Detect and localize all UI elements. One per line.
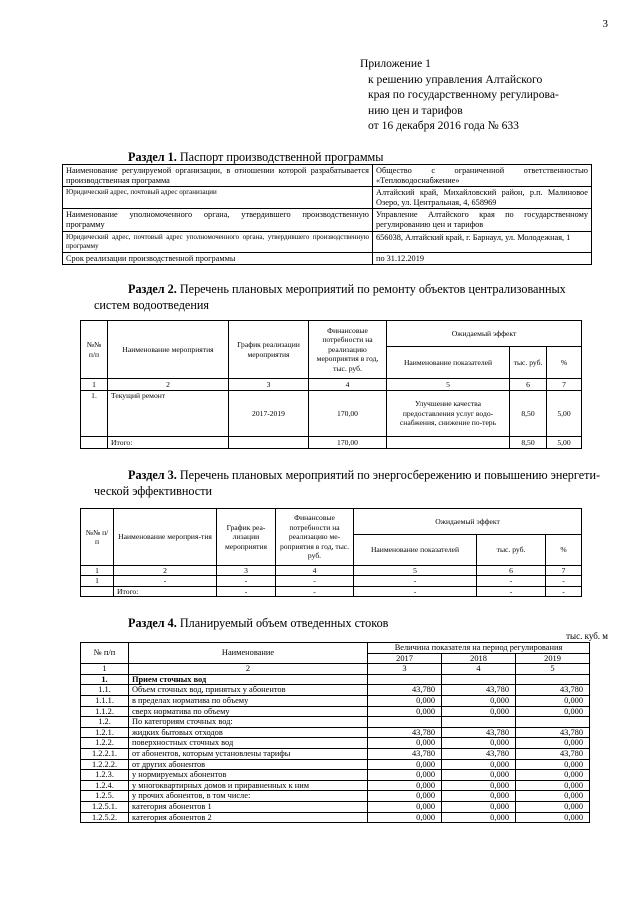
- row-num: 1.2.4.: [81, 780, 129, 791]
- row-value-2019: 0,000: [516, 759, 590, 770]
- row-name: сверх норматива по объему: [129, 706, 368, 717]
- row-value-2017: 0,000: [368, 780, 442, 791]
- col-number: 5: [516, 664, 590, 675]
- section1-title-text: Паспорт производственной программы: [176, 150, 384, 164]
- table-row: [63, 252, 592, 265]
- row-num: 1.2.3.: [81, 770, 129, 781]
- row-value-2017: 0,000: [368, 706, 442, 717]
- appendix-line: от 16 декабря 2016 года № 633: [368, 119, 519, 133]
- row-name: категория абонентов 2: [129, 812, 368, 823]
- header-thousand: тыс. руб.: [477, 535, 546, 566]
- header-num: № п/п: [81, 643, 129, 664]
- row-name: жидких бытовых отходов: [129, 727, 368, 738]
- appendix-line: края по государственному регулирова-: [368, 88, 559, 102]
- section4-title: [128, 616, 388, 631]
- row-value-2017: 0,000: [368, 801, 442, 812]
- section2-title-bold: Раздел 2.: [128, 282, 177, 296]
- row-value-2019: 0,000: [516, 801, 590, 812]
- col-number: 5: [387, 379, 510, 391]
- header-num: №№ п/п: [81, 509, 114, 566]
- col-number: 7: [546, 566, 582, 576]
- col-number: 3: [229, 379, 309, 391]
- section3-title-bold: Раздел 3.: [128, 468, 177, 482]
- col-number: 3: [368, 664, 442, 675]
- row-value-2019: 0,000: [516, 706, 590, 717]
- total-thousand: 8,50: [510, 437, 547, 449]
- passport-label: Юридический адрес, почтовый адрес организации: [63, 187, 373, 209]
- row-name: поверхностных сточных вод: [129, 738, 368, 749]
- row-num: 1.1.1.: [81, 695, 129, 706]
- header-indicator: Наименование показателей: [354, 535, 477, 566]
- row-value-2018: 0,000: [442, 770, 516, 781]
- row-value-2019: 43,780: [516, 727, 590, 738]
- col-number: 7: [547, 379, 582, 391]
- row-name: в пределах норматива по объему: [129, 695, 368, 706]
- row-value-2018: [442, 717, 516, 728]
- row-thousand: 8,50: [510, 391, 547, 437]
- passport-value: Общество с ограниченной ответственностью «Тепловодоснабжение»: [373, 165, 592, 187]
- row-num: 1.: [81, 674, 129, 685]
- passport-label: Юридический адрес, почтовый адрес уполномоченного органа, утвердившего производственную программу: [63, 231, 373, 252]
- row-indicator: -: [354, 576, 477, 586]
- row-value-2017: [368, 717, 442, 728]
- row-value-2019: 0,000: [516, 695, 590, 706]
- row-value-2019: 0,000: [516, 791, 590, 802]
- row-value-2017: 0,000: [368, 791, 442, 802]
- section4-title-bold: Раздел 4.: [128, 616, 177, 630]
- row-name: у нормируемых абонентов: [129, 770, 368, 781]
- table-row: [81, 664, 590, 675]
- page-number: 3: [602, 18, 608, 30]
- row-num: 1.2.: [81, 717, 129, 728]
- row-value-2017: 43,780: [368, 727, 442, 738]
- table-row: [81, 791, 590, 802]
- table-row: [81, 748, 590, 759]
- table-row: [63, 231, 592, 252]
- row-thousand: -: [477, 576, 546, 586]
- row-name: Прием сточных вод: [129, 674, 368, 685]
- header-year: 2019: [516, 653, 590, 664]
- passport-value: Алтайский край, Михайловский район, р.п. Малиновое Озеро, ул. Центральная, 4, 658969: [373, 187, 592, 209]
- header-finance: Финансовые потребности на реализацию мероприятия в год, тыс. руб.: [309, 321, 387, 379]
- row-value-2017: 0,000: [368, 759, 442, 770]
- row-num: 1.2.1.: [81, 727, 129, 738]
- section2-title: [128, 282, 566, 297]
- appendix-line: нию цен и тарифов: [368, 103, 463, 117]
- row-value-2018: 0,000: [442, 812, 516, 823]
- row-indicator: Улучшение качества предоставления услуг водо-снабжения, снижение по-терь: [387, 391, 510, 437]
- table-row: [81, 738, 590, 749]
- table-row: [81, 379, 582, 391]
- row-value-2018: 0,000: [442, 695, 516, 706]
- section3-title: [128, 468, 600, 483]
- table-row: [81, 717, 590, 728]
- col-number: 4: [442, 664, 516, 675]
- header-name: Наименование мероприя-тия: [114, 509, 217, 566]
- col-number: 1: [81, 379, 108, 391]
- col-number: 2: [129, 664, 368, 675]
- total-thousand: -: [477, 586, 546, 596]
- header-year: 2017: [368, 653, 442, 664]
- passport-value: 656038, Алтайский край, г. Барнаул, ул. Молодежная, 1: [373, 231, 592, 252]
- row-value-2018: 0,000: [442, 791, 516, 802]
- header-percent: %: [546, 535, 582, 566]
- row-value-2017: [368, 674, 442, 685]
- header-period: Величина показателя на период регулирования: [368, 643, 590, 654]
- row-percent: 5,00: [547, 391, 582, 437]
- table-row: [81, 695, 590, 706]
- row-name: По категориям сточных вод:: [129, 717, 368, 728]
- total-label: Итого:: [108, 437, 229, 449]
- table-row: [63, 187, 592, 209]
- total-percent: -: [546, 586, 582, 596]
- row-value-2019: 43,780: [516, 748, 590, 759]
- col-number: 1: [81, 664, 129, 675]
- header-year: 2018: [442, 653, 516, 664]
- row-num: 1.2.2.2.: [81, 759, 129, 770]
- col-number: 2: [108, 379, 229, 391]
- header-indicator: Наименование показателей: [387, 347, 510, 379]
- row-value-2019: 0,000: [516, 738, 590, 749]
- row-value-2018: 0,000: [442, 759, 516, 770]
- table-row: [81, 685, 590, 696]
- row-value-2019: 0,000: [516, 780, 590, 791]
- section1-title: [128, 150, 383, 165]
- row-finance: 170,00: [309, 391, 387, 437]
- section4-body: [81, 674, 590, 822]
- section3-table: [80, 508, 582, 597]
- table-row: [81, 812, 590, 823]
- col-number: 4: [276, 566, 354, 576]
- table-row: [63, 165, 592, 187]
- row-schedule: -: [217, 576, 276, 586]
- row-num: 1.2.2.: [81, 738, 129, 749]
- row-name: от других абонентов: [129, 759, 368, 770]
- table-row: [81, 759, 590, 770]
- col-number: 2: [114, 566, 217, 576]
- row-value-2017: 0,000: [368, 695, 442, 706]
- col-number: 6: [477, 566, 546, 576]
- row-num: 1.1.: [81, 685, 129, 696]
- row-value-2017: 0,000: [368, 812, 442, 823]
- total-percent: 5,00: [547, 437, 582, 449]
- header-effect: Ожидаемый эффект: [354, 509, 582, 535]
- table-row: [81, 727, 590, 738]
- row-value-2019: 0,000: [516, 812, 590, 823]
- row-num: 1.2.5.1.: [81, 801, 129, 812]
- header-name: Наименование: [129, 643, 368, 664]
- row-schedule: 2017-2019: [229, 391, 309, 437]
- header-num: №№ п/п: [81, 321, 108, 379]
- row-value-2019: 43,780: [516, 685, 590, 696]
- section4-title-text: Планируемый объем отведенных стоков: [176, 616, 389, 630]
- row-value-2018: 43,780: [442, 727, 516, 738]
- table-row: [81, 586, 582, 596]
- row-name: от абонентов, которым установлены тарифы: [129, 748, 368, 759]
- table-row: [81, 321, 582, 347]
- table-row: [81, 801, 590, 812]
- row-value-2018: 0,000: [442, 780, 516, 791]
- section4-table: [80, 642, 590, 823]
- row-value-2018: 43,780: [442, 748, 516, 759]
- total-schedule: -: [217, 586, 276, 596]
- row-value-2017: 43,780: [368, 685, 442, 696]
- passport-label: Наименование регулируемой организации, в отношении которой разрабатывается производственная программа: [63, 165, 373, 187]
- table-row: [81, 576, 582, 586]
- row-num: 1.2.5.2.: [81, 812, 129, 823]
- table-row: [81, 780, 590, 791]
- table-row: [81, 437, 582, 449]
- row-name: Текущий ремонт: [108, 391, 229, 437]
- col-number: 6: [510, 379, 547, 391]
- row-num: 1: [81, 576, 114, 586]
- passport-label: Срок реализации производственной программы: [63, 252, 373, 265]
- row-name: у прочих абонентов, в том числе:: [129, 791, 368, 802]
- total-finance: 170,00: [309, 437, 387, 449]
- row-value-2018: 0,000: [442, 706, 516, 717]
- row-num: 1.1.2.: [81, 706, 129, 717]
- section3-title-cont: ческой эффективности: [94, 484, 213, 498]
- section2-title-text: Перечень плановых мероприятий по ремонту объектов централизованных: [176, 282, 566, 296]
- row-value-2017: 43,780: [368, 748, 442, 759]
- col-number: 1: [81, 566, 114, 576]
- header-schedule: График реа-лизации мероприятия: [217, 509, 276, 566]
- row-num: 1.: [81, 391, 108, 437]
- passport-table: [62, 164, 592, 265]
- table-row: [81, 643, 590, 654]
- section1-title-bold: Раздел 1.: [128, 150, 177, 164]
- table-row: [81, 566, 582, 576]
- row-value-2017: 0,000: [368, 738, 442, 749]
- section2-title-cont: систем водоотведения: [94, 298, 209, 312]
- row-name: у многоквартирных домов и приравненных к ним: [129, 780, 368, 791]
- passport-value: Управление Алтайского края по государственному регулированию цен и тарифов: [373, 209, 592, 231]
- row-percent: -: [546, 576, 582, 586]
- passport-label: Наименование уполномоченного органа, утвердившего производственную программу: [63, 209, 373, 231]
- row-num: 1.2.2.1.: [81, 748, 129, 759]
- row-value-2019: [516, 674, 590, 685]
- row-name: Объем сточных вод, принятых у абонентов: [129, 685, 368, 696]
- appendix-line: Приложение 1: [360, 57, 431, 70]
- header-finance: Финансовые потребности на реализацию ме-роприятия в год, тыс. руб.: [276, 509, 354, 566]
- col-number: 3: [217, 566, 276, 576]
- header-schedule: График реализации мероприятия: [229, 321, 309, 379]
- table-row: [81, 509, 582, 535]
- col-number: 4: [309, 379, 387, 391]
- section2-table: [80, 320, 582, 449]
- header-thousand: тыс. руб.: [510, 347, 547, 379]
- header-name: Наименование мероприятия: [108, 321, 229, 379]
- table-row: [81, 674, 590, 685]
- row-value-2018: [442, 674, 516, 685]
- table-row: [81, 706, 590, 717]
- table-row: [63, 209, 592, 231]
- row-num: 1.2.5.: [81, 791, 129, 802]
- total-indicator: -: [354, 586, 477, 596]
- row-name: категория абонентов 1: [129, 801, 368, 812]
- section3-title-text: Перечень плановых мероприятий по энергосбережению и повышению энергети-: [176, 468, 601, 482]
- row-value-2018: 0,000: [442, 801, 516, 812]
- appendix-header: [360, 56, 559, 134]
- row-finance: -: [276, 576, 354, 586]
- table-row: [81, 391, 582, 437]
- row-value-2018: 43,780: [442, 685, 516, 696]
- header-effect: Ожидаемый эффект: [387, 321, 582, 347]
- units-label: тыс. куб. м: [566, 631, 608, 641]
- col-number: 5: [354, 566, 477, 576]
- row-value-2019: 0,000: [516, 770, 590, 781]
- header-percent: %: [547, 347, 582, 379]
- row-value-2018: 0,000: [442, 738, 516, 749]
- passport-value: по 31.12.2019: [373, 252, 592, 265]
- table-row: [81, 770, 590, 781]
- total-label: Итого:: [114, 586, 217, 596]
- total-finance: -: [276, 586, 354, 596]
- appendix-line: к решению управления Алтайского: [368, 72, 543, 86]
- row-value-2019: [516, 717, 590, 728]
- row-value-2017: 0,000: [368, 770, 442, 781]
- row-name: -: [114, 576, 217, 586]
